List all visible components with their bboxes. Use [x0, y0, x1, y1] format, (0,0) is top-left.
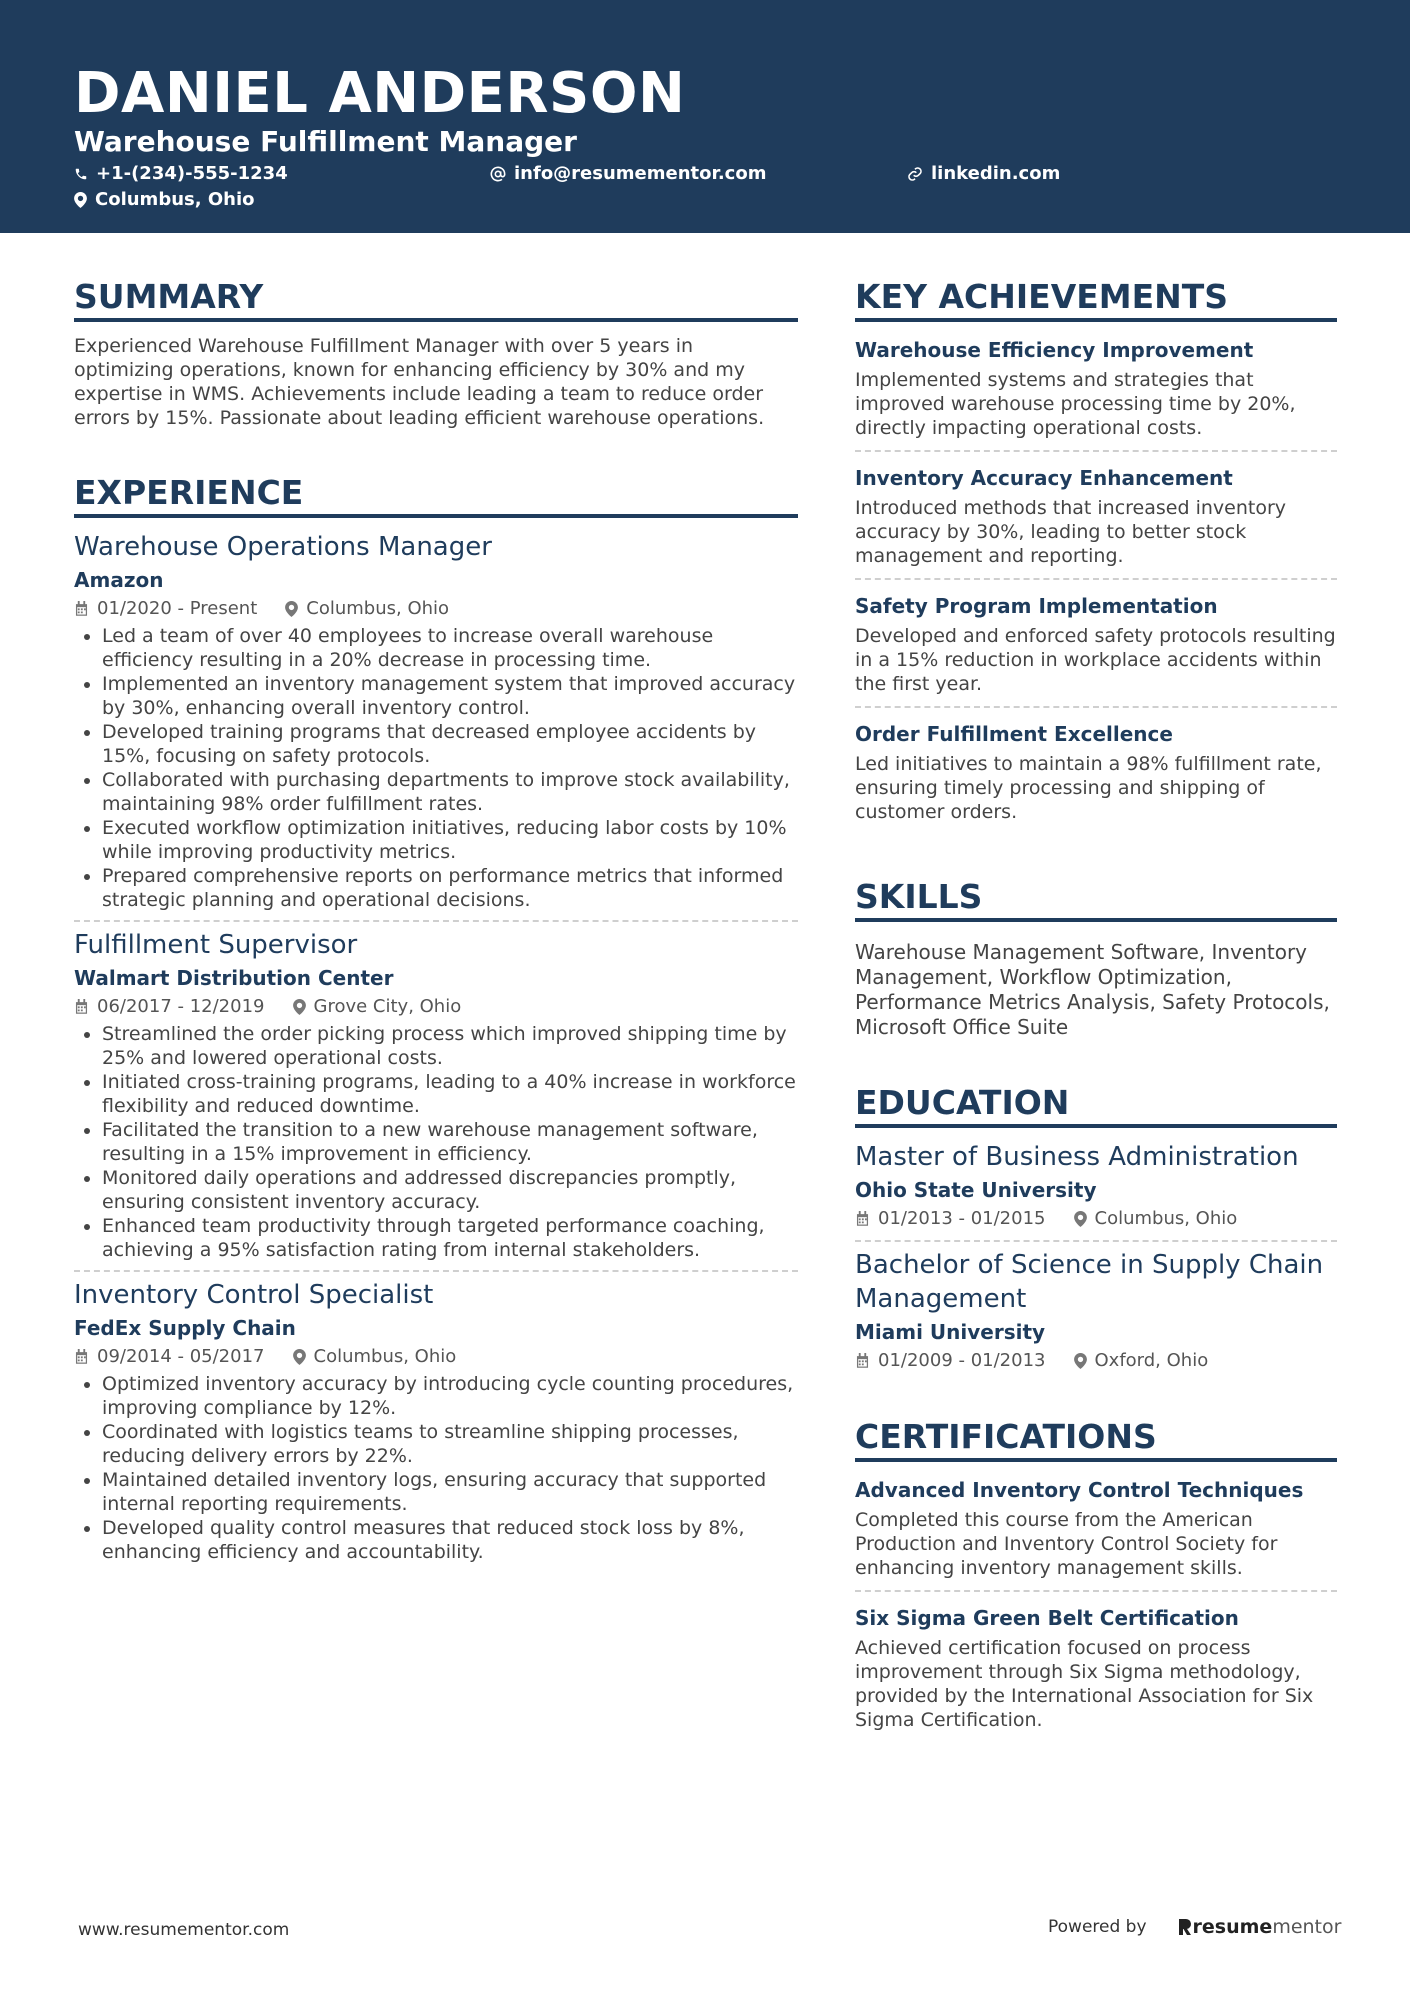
job-bullets	[74, 624, 798, 912]
achievement-desc: Introduced methods that increased inventory accuracy by 30%, leading to better stock management and reporting.	[855, 497, 1286, 567]
job-dates-text: 09/2014 - 05/2017	[97, 1346, 265, 1367]
divider	[74, 1270, 798, 1272]
job-bullet: • Prepared comprehensive reports on performance metrics that informed strategic planning and operational decisions.	[102, 864, 798, 912]
education-entry	[855, 1248, 1337, 1374]
achievement-desc: Led initiatives to maintain a 98% fulfillment rate, ensuring timely processing and shipping of customer orders.	[855, 753, 1322, 823]
education-location	[1074, 1206, 1238, 1232]
location-pin-icon	[293, 1349, 306, 1365]
calendar-icon	[74, 1349, 89, 1365]
education-dates	[855, 1206, 1046, 1232]
achievements-heading: KEY ACHIEVEMENTS	[855, 276, 1337, 322]
achievement-title: Inventory Accuracy Enhancement	[855, 466, 1233, 490]
divider	[855, 1590, 1337, 1592]
contact-linkedin[interactable]	[907, 162, 1060, 186]
job-bullet: • Streamlined the order picking process which improved shipping time by 25% and lowered operational costs.	[102, 1022, 798, 1070]
contact-email[interactable]	[490, 162, 766, 186]
achievement-title: Warehouse Efficiency Improvement	[855, 338, 1254, 362]
education-entry	[855, 1140, 1337, 1232]
job-entry	[74, 1278, 798, 1564]
education-dates-text: 01/2013 - 01/2015	[878, 1208, 1046, 1229]
experience-heading: EXPERIENCE	[74, 472, 798, 518]
job-bullet: • Developed training programs that decreased employee accidents by 15%, focusing on safety protocols.	[102, 720, 798, 768]
education-school: Miami University	[855, 1320, 1046, 1344]
certification-title: Six Sigma Green Belt Certification	[855, 1606, 1239, 1630]
resumementor-logo-icon	[1177, 1917, 1193, 1937]
location-pin-icon	[285, 601, 298, 617]
education-dates	[855, 1348, 1046, 1374]
job-location-text: Columbus, Ohio	[306, 598, 450, 619]
summary-section	[74, 276, 798, 430]
job-location	[285, 596, 449, 622]
certification-desc: Achieved certification focused on process improvement through Six Sigma methodology, provided by the International Association for Six Sigma Certification.	[855, 1637, 1314, 1731]
phone-text: +1-(234)-555-1234	[96, 163, 288, 184]
skills-heading: SKILLS	[855, 876, 1337, 922]
certification-desc: Completed this course from the American Production and Inventory Control Society for enhancing inventory management skills.	[855, 1509, 1278, 1579]
contact-location	[74, 188, 255, 212]
job-company: Amazon	[74, 568, 164, 592]
powered-by-label: Powered by	[1048, 1917, 1147, 1937]
education-degree: Bachelor of Science in Supply Chain Management	[855, 1250, 1324, 1314]
location-pin-icon	[293, 999, 306, 1015]
job-location-text: Grove City, Ohio	[313, 996, 462, 1017]
location-pin-icon	[1074, 1353, 1087, 1369]
summary-text: Experienced Warehouse Fulfillment Manager with over 5 years in optimizing operations, known for enhancing efficiency by 30% and my expertise in WMS. Achievements include leading a team to reduce order errors by 15%. Passionate about leading efficient warehouse operations.	[74, 335, 765, 429]
at-icon	[490, 166, 506, 182]
divider	[74, 920, 798, 922]
certifications-section	[855, 1416, 1337, 1742]
job-location	[293, 994, 462, 1020]
job-bullet: • Executed workflow optimization initiatives, reducing labor costs by 10% while improving productivity metrics.	[102, 816, 798, 864]
education-degree: Master of Business Administration	[855, 1142, 1299, 1172]
linkedin-text[interactable]: linkedin.com	[931, 163, 1061, 184]
achievement-item	[855, 590, 1337, 706]
certification-item	[855, 1602, 1337, 1742]
summary-heading: SUMMARY	[74, 276, 798, 322]
skills-section	[855, 876, 1337, 1040]
job-bullet: • Implemented an inventory management system that improved accuracy by 30%, enhancing overall inventory control.	[102, 672, 798, 720]
job-bullets	[74, 1372, 798, 1564]
job-meta	[74, 1344, 798, 1370]
right-column	[855, 276, 1337, 1784]
job-dates	[74, 596, 257, 622]
job-meta	[74, 994, 798, 1020]
link-icon	[907, 166, 923, 182]
location-pin-icon	[1074, 1211, 1087, 1227]
job-bullet: • Maintained detailed inventory logs, ensuring accuracy that supported internal reporting requirements.	[102, 1468, 798, 1516]
calendar-icon	[74, 999, 89, 1015]
job-bullet: • Led a team of over 40 employees to increase overall warehouse efficiency resulting in a 20% decrease in processing time.	[102, 624, 798, 672]
job-location-text: Columbus, Ohio	[313, 1346, 457, 1367]
calendar-icon	[74, 601, 89, 617]
brand-bold: resume	[1192, 1916, 1273, 1938]
certification-title: Advanced Inventory Control Techniques	[855, 1478, 1304, 1502]
achievement-item	[855, 718, 1337, 834]
experience-section	[74, 472, 798, 1564]
resume-header	[0, 0, 1410, 233]
job-title: Warehouse Operations Manager	[74, 532, 492, 562]
job-bullet: • Coordinated with logistics teams to streamline shipping processes, reducing delivery errors by 22%.	[102, 1420, 798, 1468]
divider	[855, 1240, 1337, 1242]
certification-item	[855, 1474, 1337, 1590]
candidate-title: Warehouse Fulfillment Manager	[74, 125, 577, 158]
achievement-title: Safety Program Implementation	[855, 594, 1218, 618]
education-location-text: Columbus, Ohio	[1094, 1208, 1238, 1229]
contact-phone	[74, 162, 288, 186]
education-meta	[855, 1206, 1337, 1232]
divider	[855, 706, 1337, 708]
education-location	[1074, 1348, 1209, 1374]
job-title: Fulfillment Supervisor	[74, 930, 358, 960]
education-dates-text: 01/2009 - 01/2013	[878, 1350, 1046, 1371]
phone-icon	[74, 167, 88, 181]
brand-light: mentor	[1272, 1916, 1342, 1938]
job-company: FedEx Supply Chain	[74, 1316, 296, 1340]
achievement-item	[855, 334, 1337, 450]
job-dates-text: 01/2020 - Present	[97, 598, 258, 619]
job-bullet: • Developed quality control measures that reduced stock loss by 8%, enhancing efficiency and accountability.	[102, 1516, 798, 1564]
calendar-icon	[855, 1353, 870, 1369]
achievement-desc: Developed and enforced safety protocols resulting in a 15% reduction in workplace accidents within the first year.	[855, 625, 1336, 695]
job-bullet: • Facilitated the transition to a new warehouse management software, resulting in a 15% improvement in efficiency.	[102, 1118, 798, 1166]
education-school: Ohio State University	[855, 1178, 1097, 1202]
location-pin-icon	[74, 192, 87, 208]
education-heading: EDUCATION	[855, 1082, 1337, 1128]
job-entry	[74, 530, 798, 912]
skills-text: Warehouse Management Software, Inventory Management, Workflow Optimization, Performance Metrics Analysis, Safety Protocols, Microsoft Office Suite	[855, 940, 1330, 1039]
job-entry	[74, 928, 798, 1262]
job-location	[293, 1344, 457, 1370]
divider	[855, 450, 1337, 452]
job-meta	[74, 596, 798, 622]
achievement-desc: Implemented systems and strategies that improved warehouse processing time by 20%, directly impacting operational costs.	[855, 369, 1296, 439]
brand-logo[interactable]	[1177, 1916, 1342, 1938]
achievement-title: Order Fulfillment Excellence	[855, 722, 1173, 746]
footer-powered	[1048, 1916, 1341, 1938]
divider	[855, 578, 1337, 580]
job-dates-text: 06/2017 - 12/2019	[97, 996, 265, 1017]
calendar-icon	[855, 1211, 870, 1227]
certifications-heading: CERTIFICATIONS	[855, 1416, 1337, 1462]
left-column	[74, 276, 798, 1606]
email-text[interactable]: info@resumementor.com	[514, 163, 767, 184]
education-section	[855, 1082, 1337, 1374]
job-dates	[74, 994, 265, 1020]
job-dates	[74, 1344, 265, 1370]
achievement-item	[855, 462, 1337, 578]
education-meta	[855, 1348, 1337, 1374]
job-bullet: • Collaborated with purchasing departments to improve stock availability, maintaining 98% order fulfillment rates.	[102, 768, 798, 816]
job-bullet: • Initiated cross-training programs, leading to a 40% increase in workforce flexibility and reduced downtime.	[102, 1070, 798, 1118]
job-bullet: • Monitored daily operations and addressed discrepancies promptly, ensuring consistent inventory accuracy.	[102, 1166, 798, 1214]
job-bullet: • Optimized inventory accuracy by introducing cycle counting procedures, improving compliance by 12%.	[102, 1372, 798, 1420]
footer-website[interactable]: www.resumementor.com	[78, 1920, 290, 1940]
job-bullets	[74, 1022, 798, 1262]
candidate-name: DANIEL ANDERSON	[74, 61, 686, 126]
location-text: Columbus, Ohio	[95, 189, 255, 210]
education-location-text: Oxford, Ohio	[1094, 1350, 1209, 1371]
job-title: Inventory Control Specialist	[74, 1280, 434, 1310]
job-company: Walmart Distribution Center	[74, 966, 394, 990]
achievements-section	[855, 276, 1337, 834]
job-bullet: • Enhanced team productivity through targeted performance coaching, achieving a 95% satisfaction rating from internal stakeholders.	[102, 1214, 798, 1262]
